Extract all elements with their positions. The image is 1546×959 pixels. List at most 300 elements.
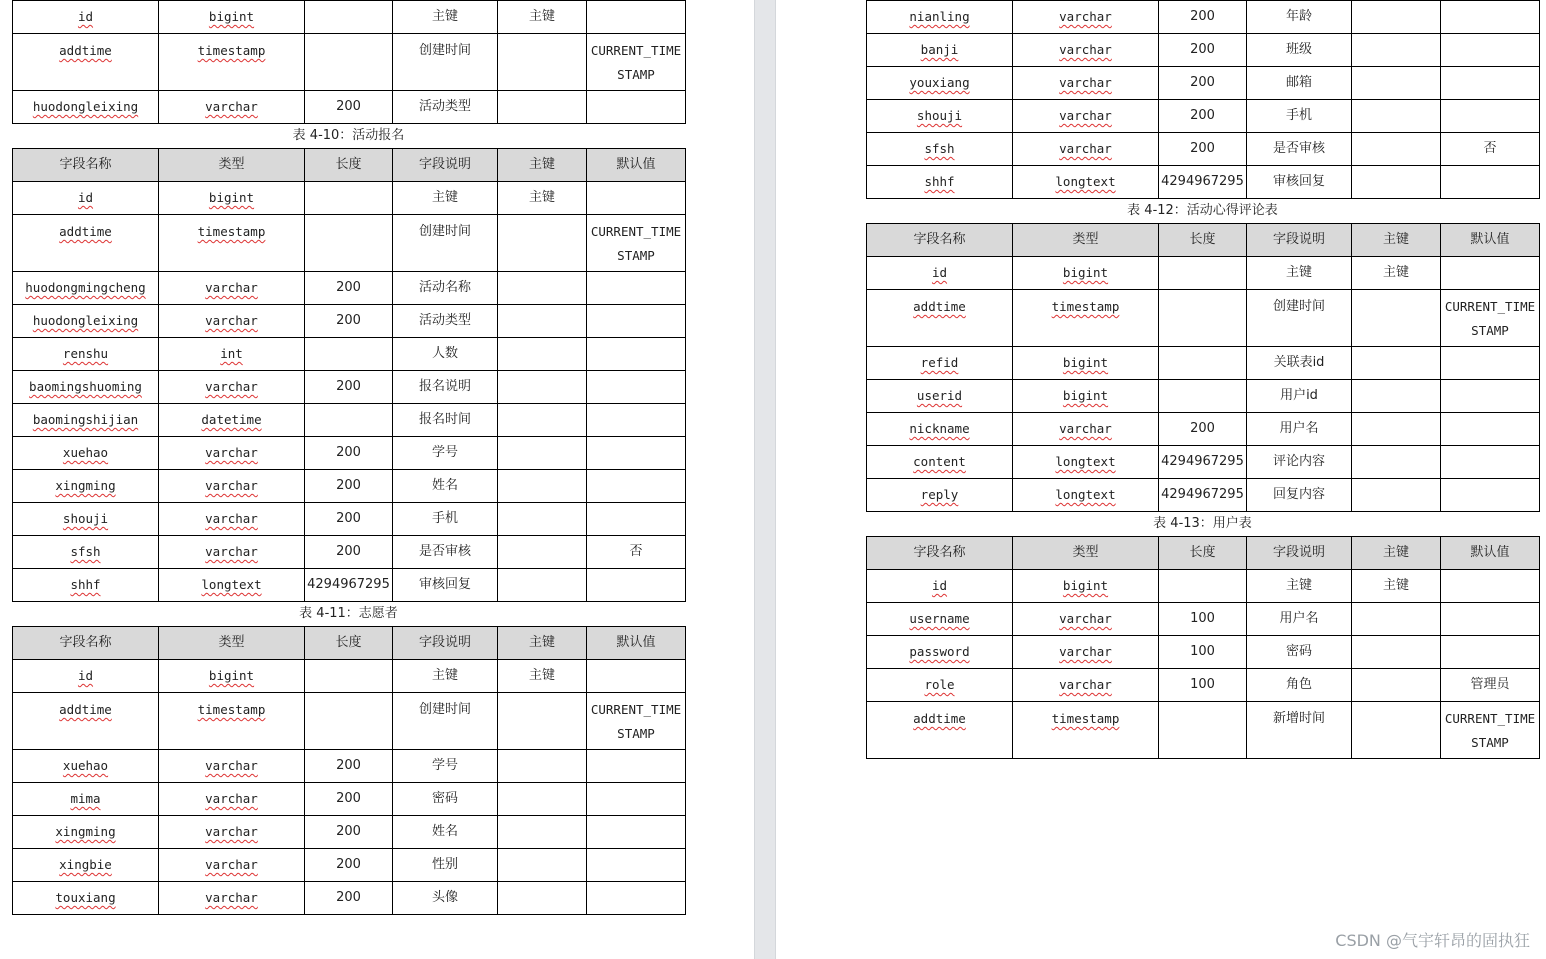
table-cell — [1159, 446, 1247, 479]
cell-text: timestamp — [1051, 299, 1120, 314]
cell-text: 100 — [1190, 644, 1215, 659]
cell-text: 主键 — [1382, 578, 1409, 593]
cell-text: bigint — [1062, 355, 1109, 370]
cell-text: mima — [70, 791, 101, 806]
table-cell — [393, 338, 498, 371]
cell-text: 新增时间 — [1272, 711, 1325, 726]
table-cell — [159, 338, 305, 371]
table-cell — [498, 371, 587, 404]
table-cell — [305, 404, 393, 437]
table-cell — [305, 783, 393, 816]
cell-text: 密码 — [1285, 644, 1312, 659]
cell-text: timestamp — [197, 224, 266, 239]
cell-text: 主键 — [431, 9, 458, 24]
table-cell — [1441, 100, 1540, 133]
table-cell — [13, 338, 159, 371]
cell-text: 200 — [1190, 75, 1215, 90]
table-cell — [587, 182, 686, 215]
table-cell — [587, 338, 686, 371]
table-cell — [393, 404, 498, 437]
table-row — [867, 133, 1540, 166]
table-row — [13, 750, 686, 783]
cell-text: 姓名 — [431, 824, 458, 839]
header-row — [13, 149, 686, 182]
table-cell — [1441, 166, 1540, 199]
cell-text: varchar — [205, 824, 258, 839]
column-header: 字段名称 — [867, 537, 1013, 570]
table-cell — [13, 404, 159, 437]
table-cell — [1352, 1, 1441, 34]
cell-text: varchar — [1059, 421, 1112, 436]
table-row — [13, 1, 686, 34]
table-row — [13, 569, 686, 602]
cell-text: bigint — [1062, 578, 1109, 593]
cell-text: 主键 — [528, 190, 555, 205]
table-cell — [13, 272, 159, 305]
table-cell — [13, 783, 159, 816]
cell-text: 主键 — [528, 668, 555, 683]
cell-text: 角色 — [1285, 677, 1312, 692]
table-cell — [1013, 479, 1159, 512]
table-cell — [305, 1, 393, 34]
table-cell — [305, 272, 393, 305]
cell-text: shhf — [924, 174, 955, 189]
table-cell — [1352, 100, 1441, 133]
table-cell — [393, 215, 498, 272]
cell-text: 4294967295 — [307, 577, 390, 592]
table-cell — [1159, 380, 1247, 413]
table-cell — [13, 816, 159, 849]
table-cell — [13, 750, 159, 783]
table-cell — [1013, 100, 1159, 133]
cell-text: nickname — [909, 421, 970, 436]
cell-text: varchar — [1059, 108, 1112, 123]
cell-text: addtime — [59, 43, 112, 58]
table-cell — [1247, 290, 1352, 347]
cell-text: 用户名 — [1279, 421, 1319, 436]
table-cell — [867, 34, 1013, 67]
table-cell — [305, 215, 393, 272]
table-cell — [1159, 34, 1247, 67]
table-cell — [393, 34, 498, 91]
table-cell — [587, 371, 686, 404]
table-row — [867, 380, 1540, 413]
caption-4-13: 表 4-13：用户表 — [1153, 516, 1252, 531]
table-cell — [1352, 570, 1441, 603]
column-header: 主键 — [1352, 537, 1441, 570]
table-cell — [1159, 636, 1247, 669]
column-header: 类型 — [159, 627, 305, 660]
table-cell — [498, 182, 587, 215]
table-cell — [13, 503, 159, 536]
table-cell — [159, 182, 305, 215]
table-cell — [13, 693, 159, 750]
cell-text: 200 — [336, 544, 361, 559]
table-cell — [867, 413, 1013, 446]
cell-text: 200 — [336, 758, 361, 773]
cell-text: longtext — [1055, 174, 1116, 189]
cell-text: huodongleixing — [32, 313, 139, 328]
table-cell — [159, 660, 305, 693]
cell-text: varchar — [1059, 75, 1112, 90]
table-cell — [1352, 413, 1441, 446]
table-cell — [1159, 479, 1247, 512]
table-cell — [1441, 413, 1540, 446]
cell-text: 手机 — [1285, 108, 1312, 123]
table-cell — [867, 603, 1013, 636]
cell-text: 200 — [336, 445, 361, 460]
table-cell — [393, 437, 498, 470]
table-cell — [867, 347, 1013, 380]
cell-text: password — [909, 644, 970, 659]
table-cell — [159, 693, 305, 750]
column-header: 主键 — [498, 149, 587, 182]
table-cell — [1247, 413, 1352, 446]
table-cell — [159, 783, 305, 816]
table-cell — [1013, 603, 1159, 636]
cell-text: varchar — [1059, 141, 1112, 156]
cell-text: shhf — [70, 577, 101, 592]
table-cell — [305, 503, 393, 536]
table-cell — [393, 750, 498, 783]
table-row — [13, 536, 686, 569]
table-cell — [867, 702, 1013, 759]
table-row — [867, 67, 1540, 100]
cell-text: 创建时间 — [418, 43, 471, 58]
table-row — [13, 91, 686, 124]
table-cell — [587, 783, 686, 816]
table-cell — [393, 272, 498, 305]
cell-text: 是否审核 — [1272, 141, 1325, 156]
cell-text: CURRENT_TIMESTAMP — [590, 702, 682, 741]
column-header: 字段名称 — [867, 224, 1013, 257]
cell-text: 性别 — [431, 857, 458, 872]
table-row — [867, 479, 1540, 512]
table-cell — [305, 536, 393, 569]
cell-text: CURRENT_TIMESTAMP — [1444, 299, 1536, 338]
table-cell — [13, 569, 159, 602]
table-cell — [13, 34, 159, 91]
cell-text: 4294967295 — [1161, 174, 1244, 189]
cell-text: refid — [920, 355, 959, 370]
caption-4-10: 表 4-10：活动报名 — [292, 128, 405, 143]
table-row — [13, 371, 686, 404]
table-cell — [1159, 413, 1247, 446]
table-cell — [305, 305, 393, 338]
table-cell — [498, 404, 587, 437]
cell-text: 200 — [336, 280, 361, 295]
column-header: 默认值 — [1441, 537, 1540, 570]
table-cell — [1159, 1, 1247, 34]
table-cell — [1247, 636, 1352, 669]
cell-text: timestamp — [1051, 711, 1120, 726]
table-row — [867, 636, 1540, 669]
cell-text: xingming — [55, 478, 116, 493]
cell-text: nianling — [909, 9, 970, 24]
table-cell — [498, 750, 587, 783]
table-cell — [587, 660, 686, 693]
table-cell — [1247, 380, 1352, 413]
column-header: 类型 — [159, 149, 305, 182]
table-cell — [305, 371, 393, 404]
table-row — [13, 305, 686, 338]
table-cell — [13, 305, 159, 338]
column-header: 默认值 — [587, 149, 686, 182]
table-cell — [1247, 446, 1352, 479]
table-cell — [587, 437, 686, 470]
table-cell — [13, 437, 159, 470]
table-cell — [159, 437, 305, 470]
cell-text: 活动类型 — [418, 99, 471, 114]
caption-4-12: 表 4-12：活动心得评论表 — [1127, 203, 1278, 218]
table-cell — [587, 693, 686, 750]
cell-text: bigint — [1062, 265, 1109, 280]
table-cell — [498, 1, 587, 34]
table-cell — [305, 338, 393, 371]
cell-text: 200 — [336, 824, 361, 839]
table-cell — [587, 91, 686, 124]
table-cell — [1159, 603, 1247, 636]
table-cell — [159, 404, 305, 437]
cell-text: username — [909, 611, 970, 626]
cell-text: 审核回复 — [1272, 174, 1325, 189]
table-cell — [587, 215, 686, 272]
cell-text: longtext — [1055, 454, 1116, 469]
cell-text: 主键 — [1285, 265, 1312, 280]
cell-text: id — [77, 190, 94, 205]
table-cell — [1247, 347, 1352, 380]
table-cell — [1352, 702, 1441, 759]
table-cell — [1352, 603, 1441, 636]
table-row — [867, 34, 1540, 67]
cell-text: 创建时间 — [418, 702, 471, 717]
cell-text: xuehao — [62, 758, 109, 773]
table-cell — [393, 536, 498, 569]
column-header: 默认值 — [587, 627, 686, 660]
cell-text: xingbie — [59, 857, 112, 872]
cell-text: bigint — [208, 668, 255, 683]
table-cell — [1441, 702, 1540, 759]
cell-text: baomingshuoming — [29, 379, 142, 394]
table-cell — [13, 660, 159, 693]
cell-text: xingming — [55, 824, 116, 839]
table-cell — [305, 750, 393, 783]
table-cell — [867, 380, 1013, 413]
cell-text: varchar — [205, 99, 258, 114]
table-cell — [498, 783, 587, 816]
table-cell — [305, 34, 393, 91]
column-header: 主键 — [498, 627, 587, 660]
cell-text: 200 — [336, 99, 361, 114]
table-cell — [867, 479, 1013, 512]
cell-text: 报名时间 — [418, 412, 471, 427]
table-cell — [867, 669, 1013, 702]
table-cell — [587, 750, 686, 783]
table-cell — [159, 272, 305, 305]
cell-text: 主键 — [431, 190, 458, 205]
table-cell — [1352, 67, 1441, 100]
table-cell — [393, 305, 498, 338]
table-cell — [1247, 702, 1352, 759]
cell-text: 200 — [1190, 141, 1215, 156]
table-row — [13, 882, 686, 915]
cell-text: CURRENT_TIMESTAMP — [1444, 711, 1536, 750]
table-cell — [1352, 446, 1441, 479]
table-row — [867, 347, 1540, 380]
cell-text: shouji — [62, 511, 109, 526]
table-cell — [1159, 290, 1247, 347]
cell-text: bigint — [208, 190, 255, 205]
cell-text: 200 — [1190, 42, 1215, 57]
table-row — [867, 1, 1540, 34]
cell-text: addtime — [59, 702, 112, 717]
cell-text: timestamp — [197, 43, 266, 58]
column-header: 字段名称 — [13, 627, 159, 660]
cell-text: varchar — [1059, 611, 1112, 626]
cell-text: longtext — [1055, 487, 1116, 502]
cell-text: varchar — [205, 445, 258, 460]
table-cell — [159, 816, 305, 849]
right-page — [866, 0, 1539, 759]
table-cell — [1247, 669, 1352, 702]
table-row — [13, 816, 686, 849]
table-cell — [1441, 34, 1540, 67]
table-cell — [305, 437, 393, 470]
table-cell — [1159, 100, 1247, 133]
table-row — [867, 570, 1540, 603]
table-cell — [393, 569, 498, 602]
table-cell — [159, 371, 305, 404]
column-header: 类型 — [1013, 537, 1159, 570]
cell-text: 主键 — [1382, 265, 1409, 280]
table-cell — [13, 91, 159, 124]
table-cell — [1441, 380, 1540, 413]
page-gutter — [754, 0, 776, 959]
table-cell — [587, 470, 686, 503]
table-cell — [867, 290, 1013, 347]
cell-text: 主键 — [528, 9, 555, 24]
table-row — [13, 182, 686, 215]
table-cell — [1013, 133, 1159, 166]
cell-text: sfsh — [924, 141, 955, 156]
cell-text: 人数 — [431, 346, 458, 361]
table-cell — [1013, 290, 1159, 347]
table-cell — [498, 693, 587, 750]
table-4-13-user — [866, 536, 1540, 759]
table-row — [13, 693, 686, 750]
table-cell — [393, 470, 498, 503]
table-cell — [1247, 479, 1352, 512]
cell-text: 100 — [1190, 611, 1215, 626]
table-row — [867, 290, 1540, 347]
cell-text: 是否审核 — [418, 544, 471, 559]
cell-text: CURRENT_TIMESTAMP — [590, 224, 682, 263]
cell-text: longtext — [201, 577, 262, 592]
table-cell — [1352, 34, 1441, 67]
table-cell — [498, 536, 587, 569]
table-cell — [1441, 669, 1540, 702]
cell-text: 4294967295 — [1161, 487, 1244, 502]
cell-text: id — [77, 668, 94, 683]
cell-text: sfsh — [70, 544, 101, 559]
cell-text: bigint — [1062, 388, 1109, 403]
cell-text: renshu — [62, 346, 109, 361]
cell-text: 200 — [336, 857, 361, 872]
table-cell — [13, 182, 159, 215]
cell-text: content — [913, 454, 966, 469]
table-cell — [1247, 257, 1352, 290]
cell-text: 回复内容 — [1272, 487, 1325, 502]
table-cell — [1013, 67, 1159, 100]
table-continued-right — [866, 0, 1540, 199]
table-cell — [1159, 702, 1247, 759]
table-cell — [1247, 166, 1352, 199]
cell-text: int — [220, 346, 243, 361]
table-cell — [1441, 133, 1540, 166]
column-header: 字段说明 — [1247, 537, 1352, 570]
table-cell — [498, 503, 587, 536]
cell-text: addtime — [913, 711, 966, 726]
table-cell — [393, 91, 498, 124]
table-cell — [1352, 669, 1441, 702]
table-cell — [1441, 636, 1540, 669]
table-cell — [393, 882, 498, 915]
table-cell — [13, 371, 159, 404]
table-cell — [867, 1, 1013, 34]
cell-text: 审核回复 — [418, 577, 471, 592]
table-cell — [1159, 67, 1247, 100]
table-cell — [305, 470, 393, 503]
cell-text: role — [924, 677, 955, 692]
column-header: 长度 — [305, 627, 393, 660]
table-cell — [1013, 702, 1159, 759]
table-cell — [1013, 257, 1159, 290]
table-cell — [587, 882, 686, 915]
cell-text: 头像 — [431, 890, 458, 905]
table-row — [867, 603, 1540, 636]
table-cell — [1159, 257, 1247, 290]
table-cell — [159, 849, 305, 882]
cell-text: 200 — [336, 478, 361, 493]
table-row — [867, 166, 1540, 199]
caption-4-11: 表 4-11：志愿者 — [299, 606, 398, 621]
cell-text: varchar — [205, 758, 258, 773]
table-cell — [1441, 446, 1540, 479]
table-cell — [498, 849, 587, 882]
table-cell — [498, 215, 587, 272]
table-cell — [867, 570, 1013, 603]
column-header: 长度 — [305, 149, 393, 182]
cell-text: 年龄 — [1285, 9, 1312, 24]
cell-text: id — [931, 578, 948, 593]
table-cell — [498, 305, 587, 338]
table-cell — [1441, 67, 1540, 100]
table-cell — [1013, 636, 1159, 669]
table-cell — [867, 257, 1013, 290]
cell-text: bigint — [208, 9, 255, 24]
column-header: 字段说明 — [1247, 224, 1352, 257]
cell-text: varchar — [1059, 9, 1112, 24]
table-cell — [393, 182, 498, 215]
table-cell — [159, 305, 305, 338]
cell-text: 否 — [1483, 141, 1497, 156]
table-cell — [1441, 347, 1540, 380]
cell-text: huodongmingcheng — [25, 280, 146, 295]
table-row — [13, 404, 686, 437]
cell-text: CURRENT_TIMESTAMP — [590, 43, 682, 82]
cell-text: 200 — [336, 379, 361, 394]
cell-text: varchar — [1059, 677, 1112, 692]
